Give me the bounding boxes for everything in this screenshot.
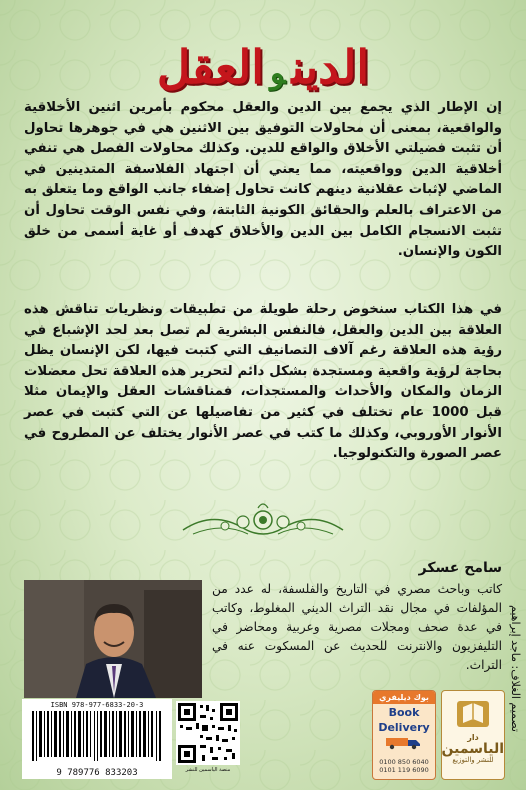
blurb-paragraph-2: في هذا الكتاب سنخوض رحلة طويلة من تطبيقات ونظريات تناقش هذه العلاقة بين الدين والعقل، فالنفس البشرية لم تصل بعد لحد الإشباع في رؤية هذه العلاقة رغم آلاف التصانيف التي كتبت فيها، لكن الإنسان يظل بحاجة لرؤية واقعية ومستجدة بشكل دائم لتحرير هذه العلاقة تحل معضلات الزمان والمكان والأحداث والمستجدات، فمناقشات العقل والإيمان مثلا قبل 1000 عام تختلف في كثير من تفاصيلها عن التي كتبت في عصر الأنوار الأوروبي، وكذلك ما كتب في عصر الأنوار يختلف عن المطروح في عصر الصورة والتكنولوجيا. (24, 302, 502, 462)
author-name: سامح عسكر (418, 560, 502, 576)
truck-icon (384, 736, 424, 750)
delivery-brand-line1: Book (388, 706, 420, 719)
isbn-barcode (22, 699, 172, 779)
isbn-label: ISBN 978-977-6833-20-3 (50, 701, 144, 709)
qr-caption: منصة الياسمين للنشر (185, 767, 231, 773)
floral-ornament-icon (173, 500, 353, 544)
publisher-logo (441, 690, 505, 780)
cover-design-credit: تصميم الغلاف: ماجد إبراهيم (509, 604, 522, 732)
barcode-icon (22, 709, 172, 763)
title-part-mind: العقل (156, 40, 264, 94)
blurb-paragraph-1: إن الإطار الذي يجمع بين الدين والعقل محكوم بأمرين اثنين الأخلاقية والواقعية، بمعنى أن محاولات التوفيق بين الاثنين هي في جوهرها تحاول أن تثبت فضيلتي الأخلاق والواقع للدين. وكذلك محاولات الفصل هي تنفي أخلاقية الدين وواقعيته، مما يعني أن اجتهاد الفلاسفة المتدينين في الماضي لإثبات عقلانية دينهم كانت تحاول إضفاء جانب الواقع وما يتعلق به من الاعتراف بالعلم والحقائق الكونية الثابتة، وفي نفس الوقت تحاول أن تثبت الانسجام الكامل بين الدين والأخلاق كهدف أو غاية أسمى من خلق الكون والإنسان. (24, 100, 502, 260)
delivery-phone-2: 0101 119 6090 (379, 766, 429, 774)
title-connector: و (269, 56, 286, 91)
author-photo (24, 580, 202, 698)
publisher-emblem-icon (453, 697, 493, 731)
publisher-name: الياسمين (441, 741, 504, 757)
title-part-religion: الدين (291, 40, 370, 94)
delivery-arabic-label: بوك ديليفري (373, 691, 435, 704)
publisher-prefix: دار (467, 733, 479, 742)
publisher-tagline: للنشر والتوزيع (452, 756, 494, 764)
delivery-brand-line2: Delivery (378, 721, 430, 734)
author-info (212, 560, 502, 675)
book-delivery-logo (372, 690, 436, 780)
barcode-number: 9 789776 833203 (56, 768, 138, 778)
delivery-phone-1: 0100 850 6040 (379, 758, 429, 766)
book-title (0, 40, 526, 94)
author-bio: كاتب وباحث مصري في التاريخ والفلسفة، له عدد من المؤلفات في مجال نقد التراث الديني المغلوط، وكاتب في عدة صحف ومجلات مصرية وعربية ومحاضر في التليفزيون والانترنت للحديث عن المسكوت عنه في التراث. (212, 582, 502, 672)
qr-code-icon (176, 701, 240, 765)
